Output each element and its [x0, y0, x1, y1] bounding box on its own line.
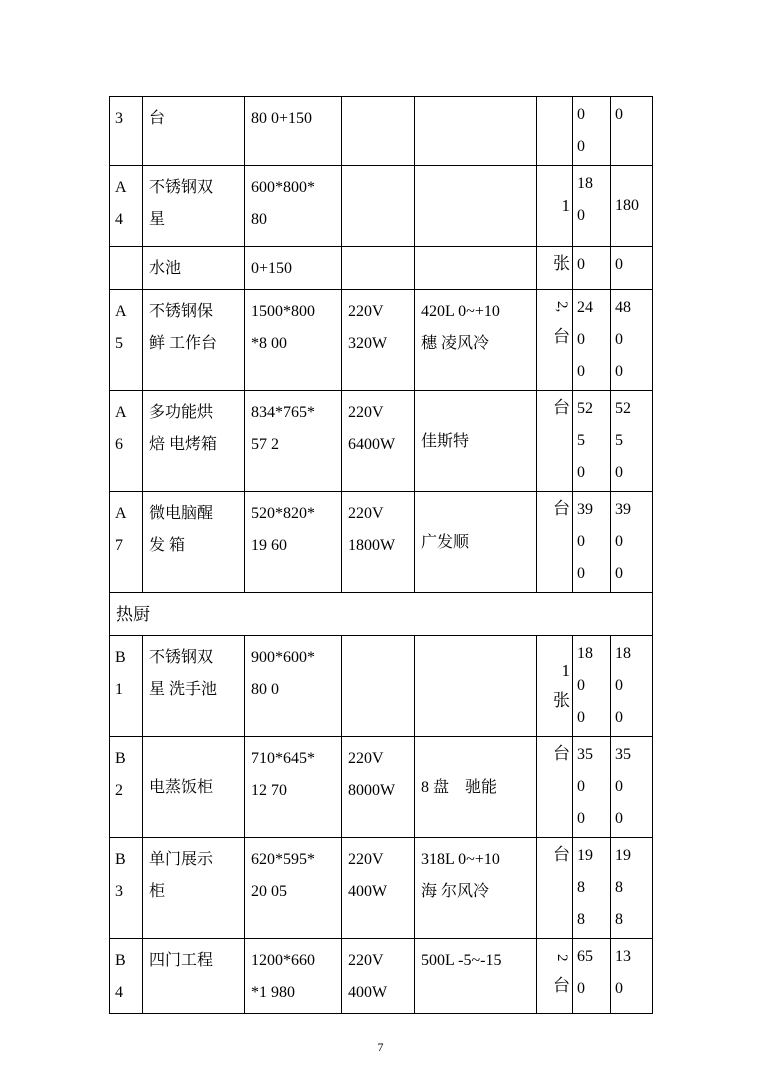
item-power-cell	[342, 97, 415, 166]
item-qty-text: 台	[553, 976, 570, 995]
item-price-cell	[573, 247, 611, 290]
item-brand-cell	[415, 290, 537, 391]
item-total-cell	[611, 391, 653, 492]
item-code-cell	[110, 492, 143, 593]
item-brand-cell	[415, 939, 537, 1014]
item-power-cell	[342, 290, 415, 391]
item-total-text: 180	[615, 197, 639, 214]
item-code-text: 3	[115, 110, 123, 127]
item-name-text: 不锈钢双 星 洗手池	[149, 649, 218, 698]
item-code-cell	[110, 636, 143, 737]
item-code-text: A 4	[115, 179, 127, 228]
item-price-text: 0 0	[577, 106, 585, 155]
item-code-cell	[110, 166, 143, 247]
item-price-cell	[573, 737, 611, 838]
equipment-table	[109, 96, 653, 1014]
item-power-cell	[342, 391, 415, 492]
item-qty-cell	[537, 492, 573, 593]
item-price-text: 65 0	[577, 948, 593, 997]
item-price-cell	[573, 166, 611, 247]
item-size-cell	[245, 247, 342, 290]
item-size-text: 520*820* 19 60	[251, 505, 315, 554]
item-qty-text: 台	[553, 845, 570, 864]
item-total-cell	[611, 737, 653, 838]
item-code-text: B 3	[115, 851, 126, 900]
section-row	[110, 593, 653, 636]
item-name-text: 台	[149, 110, 166, 127]
item-name-cell	[143, 636, 245, 737]
item-power-text: 220V 400W	[348, 851, 388, 900]
item-size-text: 0+150	[251, 260, 293, 277]
item-qty-text: 台	[553, 327, 570, 346]
item-price-cell	[573, 636, 611, 737]
item-power-cell	[342, 247, 415, 290]
qty-vertical-mark: 2	[554, 953, 570, 961]
item-size-text: 600*800* 80	[251, 179, 315, 228]
item-name-text: 不锈钢双 星	[149, 179, 214, 228]
item-brand-cell	[415, 636, 537, 737]
item-total-text: 18 0 0	[615, 645, 631, 726]
item-size-text: 710*645* 12 70	[251, 750, 315, 799]
item-qty-cell	[537, 636, 573, 737]
item-brand-text: 420L 0~+10 穗 凌风冷	[421, 303, 500, 352]
item-size-cell	[245, 636, 342, 737]
item-power-cell	[342, 939, 415, 1014]
item-price-cell	[573, 97, 611, 166]
table-row	[110, 166, 653, 247]
item-power-text: 220V 400W	[348, 952, 388, 1001]
item-qty-cell	[537, 247, 573, 290]
item-price-cell	[573, 290, 611, 391]
item-brand-cell	[415, 166, 537, 247]
item-code-cell	[110, 97, 143, 166]
item-size-cell	[245, 290, 342, 391]
item-total-text: 13 0	[615, 948, 631, 997]
item-total-text: 0	[615, 256, 623, 273]
item-total-text: 48 0 0	[615, 299, 631, 380]
item-size-cell	[245, 492, 342, 593]
item-size-cell	[245, 97, 342, 166]
item-price-text: 52 5 0	[577, 400, 593, 481]
item-code-cell	[110, 737, 143, 838]
page-number: 7	[377, 1040, 384, 1054]
item-price-text: 35 0 0	[577, 746, 593, 827]
item-brand-text: 318L 0~+10 海 尔风冷	[421, 851, 500, 900]
item-power-text: 220V 8000W	[348, 750, 396, 799]
item-qty-cell	[537, 290, 573, 391]
item-name-text: 水池	[149, 260, 182, 277]
item-name-cell	[143, 492, 245, 593]
item-total-cell	[611, 939, 653, 1014]
table-row	[110, 391, 653, 492]
item-power-cell	[342, 492, 415, 593]
section-title: 热厨	[110, 593, 653, 636]
item-name-cell	[143, 290, 245, 391]
item-size-cell	[245, 939, 342, 1014]
item-code-cell	[110, 838, 143, 939]
item-name-text: 微电脑醒 发 箱	[149, 505, 214, 554]
item-name-cell	[143, 166, 245, 247]
item-total-cell	[611, 247, 653, 290]
item-total-cell	[611, 492, 653, 593]
item-total-text: 52 5 0	[615, 400, 631, 481]
item-qty-text: 台	[553, 499, 570, 518]
item-name-text: 四门工程	[149, 952, 214, 969]
item-size-text: 900*600* 80 0	[251, 649, 315, 698]
item-brand-cell	[415, 97, 537, 166]
item-code-text: A 5	[115, 303, 127, 352]
item-code-cell	[110, 247, 143, 290]
table-row	[110, 737, 653, 838]
item-total-cell	[611, 290, 653, 391]
item-size-cell	[245, 838, 342, 939]
item-total-cell	[611, 838, 653, 939]
item-brand-text: 广发顺	[421, 534, 470, 551]
item-name-cell	[143, 391, 245, 492]
item-name-cell	[143, 97, 245, 166]
item-brand-cell	[415, 391, 537, 492]
item-qty-cell	[537, 737, 573, 838]
item-price-cell	[573, 838, 611, 939]
item-brand-text: 佳斯特	[421, 433, 470, 450]
item-name-text: 单门展示 柜	[149, 851, 214, 900]
item-price-text: 39 0 0	[577, 501, 593, 582]
item-power-text: 220V 1800W	[348, 505, 396, 554]
item-qty-text: 1	[561, 196, 570, 215]
item-power-cell	[342, 737, 415, 838]
qty-vertical-mark: 2,	[554, 300, 570, 312]
table-row	[110, 290, 653, 391]
item-name-text: 不锈钢保 鲜 工作台	[149, 303, 218, 352]
item-qty-cell	[537, 166, 573, 247]
table-row	[110, 838, 653, 939]
item-name-cell	[143, 737, 245, 838]
item-code-cell	[110, 290, 143, 391]
item-total-text: 0	[615, 106, 623, 123]
table-row	[110, 636, 653, 737]
item-qty-text: 台	[553, 744, 570, 763]
item-price-text: 24 0 0	[577, 299, 593, 380]
item-qty-text: 1 张	[553, 661, 570, 710]
item-brand-cell	[415, 247, 537, 290]
item-price-text: 19 8 8	[577, 847, 593, 928]
item-power-text: 220V 6400W	[348, 404, 396, 453]
item-name-text: 电蒸饭柜	[149, 779, 214, 796]
item-qty-cell	[537, 97, 573, 166]
item-name-cell	[143, 247, 245, 290]
item-price-text: 18 0 0	[577, 645, 593, 726]
item-size-cell	[245, 737, 342, 838]
item-code-text: A 7	[115, 505, 127, 554]
item-brand-cell	[415, 492, 537, 593]
item-price-cell	[573, 391, 611, 492]
item-brand-cell	[415, 838, 537, 939]
item-name-cell	[143, 838, 245, 939]
item-power-cell	[342, 838, 415, 939]
item-total-cell	[611, 636, 653, 737]
item-name-text: 多功能烘 焙 电烤箱	[149, 404, 218, 453]
item-total-cell	[611, 166, 653, 247]
item-total-cell	[611, 97, 653, 166]
item-brand-text: 500L -5~-15	[421, 952, 502, 969]
item-price-cell	[573, 492, 611, 593]
item-code-text: B 2	[115, 750, 126, 799]
table-row	[110, 247, 653, 290]
item-total-text: 19 8 8	[615, 847, 631, 928]
item-power-cell	[342, 166, 415, 247]
item-code-cell	[110, 939, 143, 1014]
item-qty-cell	[537, 939, 573, 1014]
item-size-text: 834*765* 57 2	[251, 404, 315, 453]
item-qty-text: 台	[553, 398, 570, 417]
item-power-cell	[342, 636, 415, 737]
item-power-text: 220V 320W	[348, 303, 388, 352]
table-row	[110, 97, 653, 166]
item-code-text: A 6	[115, 404, 127, 453]
item-price-text: 0	[577, 256, 585, 273]
item-brand-cell	[415, 737, 537, 838]
item-size-text: 620*595* 20 05	[251, 851, 315, 900]
equipment-table-body	[110, 97, 653, 1014]
item-code-text: B 4	[115, 952, 126, 1001]
item-size-cell	[245, 166, 342, 247]
table-row	[110, 939, 653, 1014]
item-qty-text: 张	[553, 254, 570, 273]
item-size-cell	[245, 391, 342, 492]
item-name-cell	[143, 939, 245, 1014]
item-size-text: 1200*660 *1 980	[251, 952, 315, 1001]
item-price-text: 18 0	[577, 175, 593, 224]
item-price-cell	[573, 939, 611, 1014]
item-size-text: 80 0+150	[251, 110, 313, 127]
item-total-text: 35 0 0	[615, 746, 631, 827]
item-total-text: 39 0 0	[615, 501, 631, 582]
item-code-text: B 1	[115, 649, 126, 698]
item-brand-text: 8 盘 驰能	[421, 779, 498, 796]
item-qty-cell	[537, 838, 573, 939]
table-row	[110, 492, 653, 593]
item-size-text: 1500*800 *8 00	[251, 303, 315, 352]
item-code-cell	[110, 391, 143, 492]
item-qty-cell	[537, 391, 573, 492]
